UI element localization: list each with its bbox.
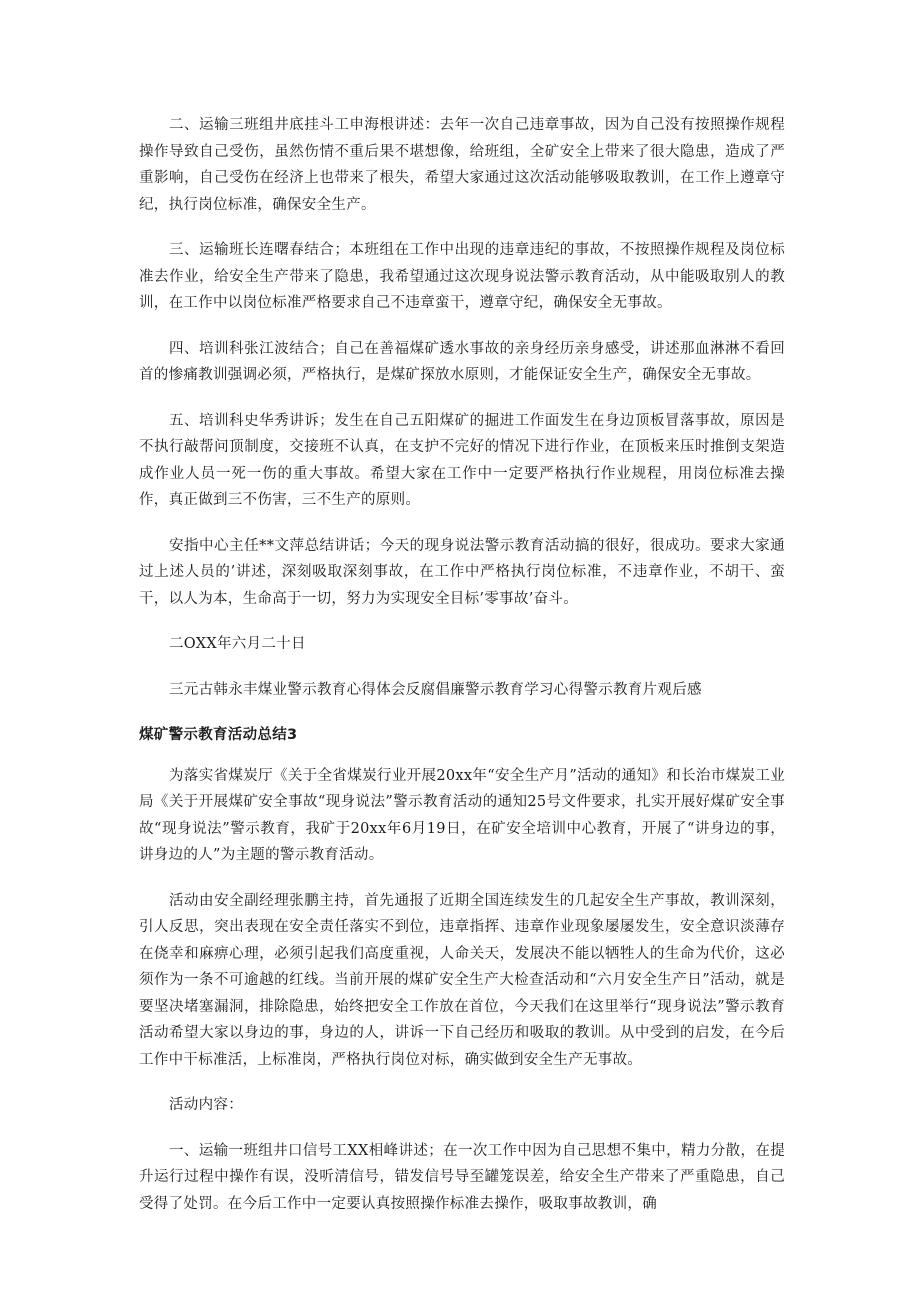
related-titles-line: 三元古韩永丰煤业警示教育心得体会反腐倡廉警示教育学习心得警示教育片观后感 [169, 681, 702, 698]
paragraph-transport-leader: 三、运输班长连曙春结合；本班组在工作中出现的违章违纪的事故，不按照操作规程及岗位标准去作业，给安全生产带来了隐患，我希望通过这次现身说法警示教育活动，从中能吸取别人的教训，在工作中以岗位标准严格要求自己不违章蛮干，遵章守纪，确保安全无事故。 [139, 242, 785, 311]
paragraph-training-shi: 五、培训科史华秀讲诉；发生在自己五阳煤矿的掘进工作面发生在身边顶板冒落事故，原因是不执行敲帮问顶制度，交接班不认真，在支护不完好的情况下进行作业，在顶板来压时推倒支架造成作业人员一死一伤的重大事故。希望大家在工作中一定要严格执行作业规程，用岗位标准去操作，真正做到三不伤害，三不生产的原则。 [139, 412, 785, 508]
paragraph-activity-content-label: 活动内容： [169, 1097, 243, 1113]
paragraph-training-zhang: 四、培训科张江波结合；自己在善福煤矿透水事故的亲身经历亲身感受，讲述那血淋淋不看回首的惨痛教训强调必须，严格执行，是煤矿探放水原则，才能保证安全生产，确保安全无事故。 [139, 340, 785, 383]
paragraph-transport-team-3: 二、运输三班组井底挂斗工申海根讲述：去年一次自己违章事故，因为自己没有按照操作规程操作导致自己受伤，虽然伤情不重后果不堪想像，给班组，全矿安全上带来了很大隐患，造成了严重影响，自己受伤在经济上也带来了根失，希望大家通过这次活动能够吸取教训，在工作上遵章守纪，执行岗位标准，确保安全生产。 [139, 117, 785, 213]
paragraph-director-summary: 安指中心主任**文萍总结讲话；今天的现身说法警示教育活动搞的很好，很成功。要求大家通过上述人员的’讲述，深刻吸取深刻事故，在工作中严格执行岗位标准，不违章作业，不胡干、蛮干，以人为本，生命高于一切，努力为实现安全目标’零事故’奋斗。 [139, 537, 785, 607]
document-body [139, 112, 785, 1217]
paragraph-transport-team-1: 一、运输一班组井口信号工XX相峰讲述；在一次工作中因为自己思想不集中，精力分散，在提升运行过程中操作有误，没听清信号，错发信号导至罐笼误差，给安全生产带来了严重隐患，自己受得了处罚。在今后工作中一定要认真按照操作标准去操作，吸取事故教训，确 [139, 1142, 785, 1212]
section-heading: 煤矿警示教育活动总结3 [139, 727, 298, 743]
date-line: 二OXX年六月二十日 [169, 636, 306, 652]
paragraph-activity-host: 活动由安全副经理张鹏主持，首先通报了近期全国连续发生的几起安全生产事故，教训深刻，引人反思，突出表现在安全责任落实不到位，违章指挥、违章作业现象屡屡发生，安全意识淡薄存在侥幸和麻痹心理，必须引起我们高度重视，人命关天，发展决不能以牺牲人的生命为代价，这必须作为一条不可逾越的红线。当前开展的煤矿安全生产大检查活动和“六月安全生产日”活动，就是要坚决堵塞漏洞，排除隐患，始终把安全工作放在首位，今天我们在这里举行“现身说法”警示教育活动希望大家以身边的事，身边的人，讲诉一下自己经历和吸取的教训。从中受到的启发，在今后工作中干标准活，上标准岗，严格执行岗位对标，确实做到安全生产无事故。 [139, 892, 785, 1068]
paragraph-intro: 为落实省煤炭厅《关于全省煤炭行业开展20xx年“安全生产月”活动的通知》和长治市煤炭工业局《关于开展煤矿安全事故“现身说法”警示教育活动的通知25号文件要求，扎实开展好煤矿安全事故“现身说法”警示教育，我矿于20xx年6月19日，在矿安全培训中心教育，开展了“讲身边的事，讲身边的人”为主题的警示教育活动。 [139, 767, 785, 863]
